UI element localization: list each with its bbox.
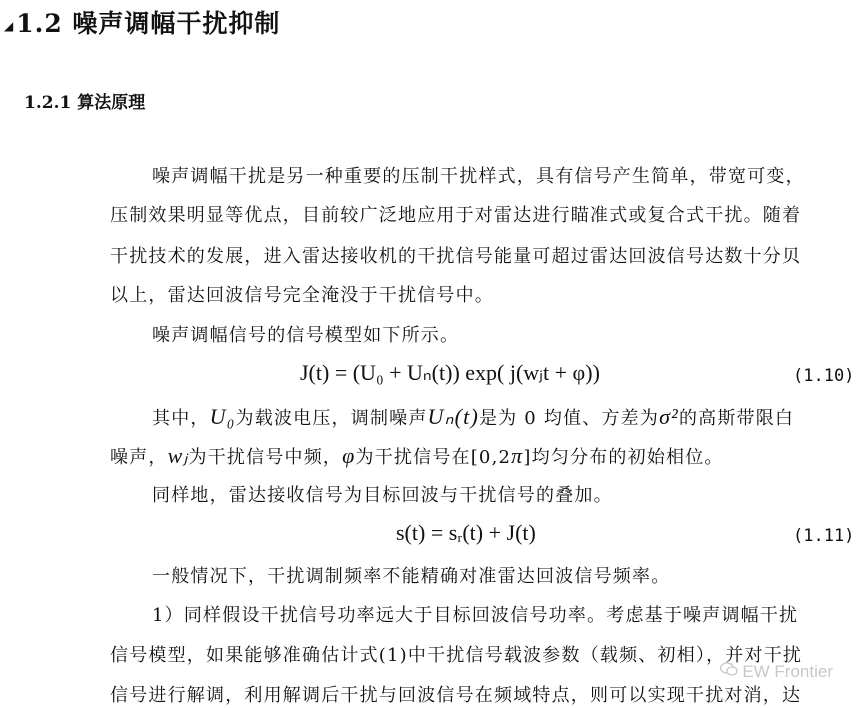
subsection-heading: 1.2.1 算法原理 [24,93,146,113]
text-run: ]均匀分布的初始相位。 [523,447,724,468]
math-pi: π [511,443,524,468]
watermark-text: EW Frontier [742,662,833,681]
paragraph-line: 以上，雷达回波信号完全淹没于干扰信号中。 [110,285,494,306]
text-run: 为干扰信号在[0,2 [355,447,512,468]
paragraph-line: 信号模型，如果能够准确估计式(1)中干扰信号载波参数（载频、初相），并对干扰 [110,645,803,666]
wechat-icon [720,662,738,682]
paragraph-line: 压制效果明显等优点，目前较广泛地应用于对雷达进行瞄准式或复合式干扰。随着 [110,205,802,226]
equation-1-11: s(t) = sᵣ(t) + J(t) [396,520,536,545]
paragraph-line: 干扰技术的发展，进入雷达接收机的干扰信号能量可超过雷达回波信号达数十分贝 [110,246,802,267]
paragraph-line: 1）同样假设干扰信号功率远大于目标回波信号功率。考虑基于噪声调幅干扰 [152,605,799,626]
math-u0: U₀ [209,404,236,429]
math-un: Uₙ(t) [427,404,479,429]
paragraph-line: 信号进行解调，利用解调后干扰与回波信号在频域特点，则可以实现干扰对消，达 [110,685,802,706]
text-run: 为载波电压，调制噪声 [235,408,428,429]
paragraph-line: 噪声调幅信号的信号模型如下所示。 [152,325,460,346]
paragraph-line [152,405,794,431]
paragraph-line [110,444,724,470]
text-run: 为干扰信号中频， [188,447,343,468]
text-run: 噪声， [110,447,168,468]
paragraph-line: 噪声调幅干扰是另一种重要的压制干扰样式，具有信号产生简单，带宽可变， [152,166,805,187]
equation-number: (1.11) [793,526,855,546]
paragraph-line: 同样地，雷达接收信号为目标回波与干扰信号的叠加。 [152,485,613,506]
text-run: 是为 0 均值、方差为 [478,408,660,429]
section-heading-text: 1.2 噪声调幅干扰抑制 [16,9,281,38]
equation-1-10: J(t) = (U₀ + Uₙ(t)) exp( j(wⱼt + φ)) [300,360,600,385]
math-wj: wⱼ [167,443,189,468]
equation-number: (1.10) [793,366,855,386]
paragraph-line: 一般情况下，干扰调制频率不能精确对准雷达回波信号频率。 [152,566,671,587]
math-phi: φ [342,443,356,468]
collapse-triangle-icon[interactable]: ◢ [4,18,15,33]
text-run: 其中， [152,408,210,429]
math-sigma2: σ² [659,404,679,429]
section-heading [4,4,280,40]
watermark [720,662,833,682]
text-run: 的高斯带限白 [678,408,795,429]
